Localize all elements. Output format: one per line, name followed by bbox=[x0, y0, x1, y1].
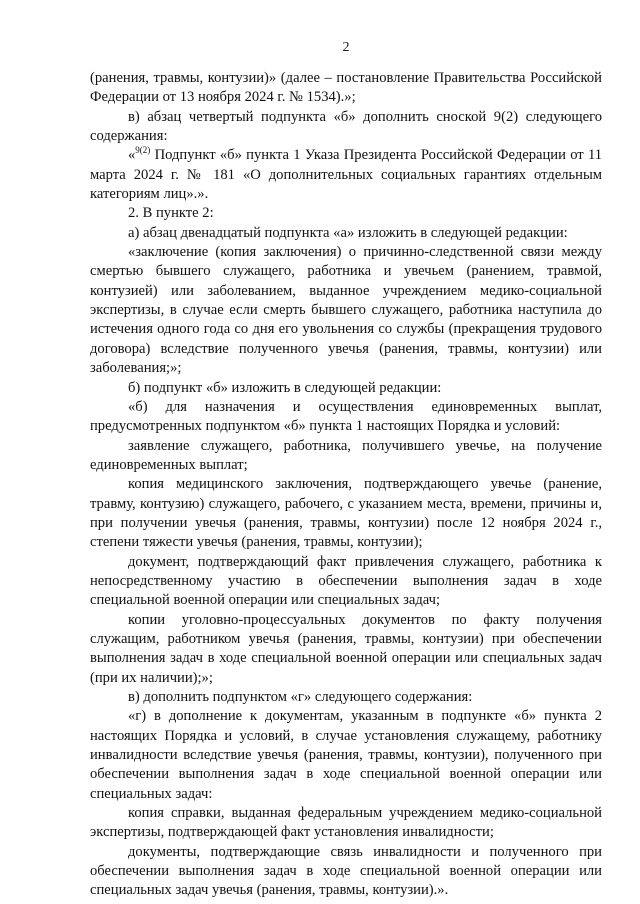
paragraph: «заключение (копия заключения) о причинно-следственной связи между смертью бывшего служащего, работника и увечьем (ранением, травмой, контузией) или заболеванием, выданное учреждением медико-социальной экспертизы, в случае если смерть бывшего служащего, работника наступила до истечения одного года со дня его увольнения со службы (прекращения трудового договора) вследствие полученного увечья (ранения, травмы, контузии) или заболевания;»; bbox=[90, 244, 602, 377]
paragraph: копия справки, выданная федеральным учреждением медико-социальной экспертизы, подтверждающей факт установления инвалидности; bbox=[90, 805, 602, 841]
paragraph: «б) для назначения и осуществления единовременных выплат, предусмотренных подпунктом «б» пункта 1 настоящих Порядка и условий: bbox=[90, 398, 602, 435]
paragraph: копии уголовно-процессуальных документов по факту получения служащим, работником увечья (ранения, травмы, контузии) при обеспечении выполнения задач в ходе специальной военной операции или специальных задач (при их наличии);»; bbox=[90, 611, 602, 686]
quote-mark: « bbox=[128, 147, 136, 164]
paragraph: документ, подтверждающий факт привлечения служащего, работника к непосредственному участию в обеспечении выполнения задач в ходе специальной военной операции или специальных задач; bbox=[90, 553, 602, 609]
footnote-marker: 9(2) bbox=[135, 145, 151, 156]
paragraph: копия медицинского заключения, подтверждающего увечье (ранение, травму, контузию) служащего, рабочего, с указанием места, времени, причины и, при получении увечья (ранения, травмы, контузии) после 12 ноября 2024 г., степени тяжести увечья (ранения, травмы, контузии); bbox=[90, 476, 602, 551]
paragraph: а) абзац двенадцатый подпункта «а» изложить в следующей редакции: bbox=[128, 224, 568, 241]
paragraph: документы, подтверждающие связь инвалидности и полученного при обеспечении выполнения задач в ходе специальной военной операции или специальных задач увечья (ранения, травмы, контузии).». bbox=[90, 843, 602, 899]
paragraph: в) абзац четвертый подпункта «б» дополнить сноской 9(2) следующего содержания: bbox=[90, 108, 602, 145]
paragraph: (ранения, травмы, контузии)» (далее – постановление Правительства Российской Федерации от 13 ноября 2024 г. № 1534).»; bbox=[90, 70, 602, 106]
paragraph: в) дополнить подпунктом «г» следующего содержания: bbox=[128, 689, 473, 705]
paragraph: заявление служащего, работника, получившего увечье, на получение единовременных выплат; bbox=[90, 437, 602, 473]
footnote-text: Подпункт «б» пункта 1 Указа Президента Российской Федерации от 11 марта 2024 г. № 181 «О дополнительных социальных гарантиях отдельным категориям лиц».». bbox=[90, 147, 602, 203]
paragraph: 2. В пункте 2: bbox=[128, 205, 214, 222]
page-number: 2 bbox=[342, 40, 350, 55]
paragraph: б) подпункт «б» изложить в следующей редакции: bbox=[128, 379, 442, 396]
paragraph: «г) в дополнение к документам, указанным в подпункте «б» пункта 2 настоящих Порядка и условий, в случае установления служащему, работнику инвалидности вследствие увечья (ранения, травмы, контузии), полученного при обеспечении выполнения задач в ходе специальной военной операции или специальных задач: bbox=[90, 708, 602, 802]
footnote-paragraph bbox=[90, 146, 602, 204]
document-body bbox=[90, 69, 602, 901]
